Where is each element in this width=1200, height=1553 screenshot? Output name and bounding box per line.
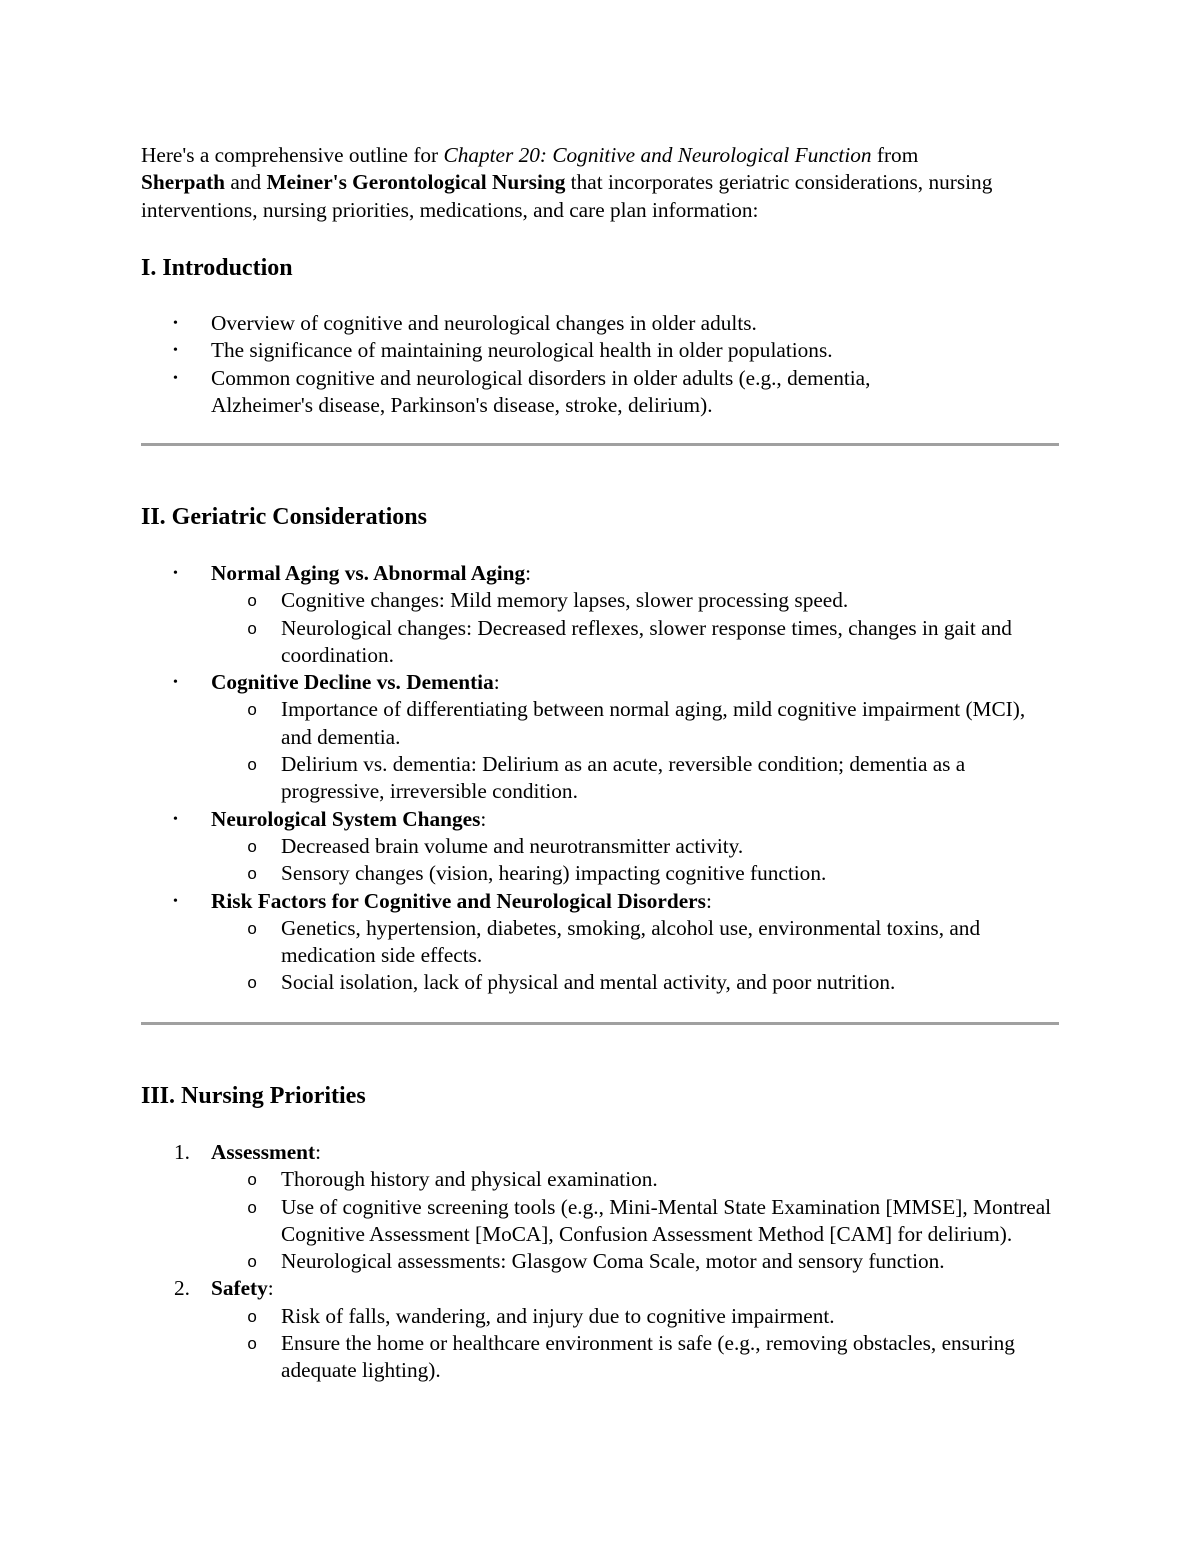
bullet-icon: •	[173, 893, 178, 909]
chapter-title: Chapter 20: Cognitive and Neurological Function	[443, 143, 872, 167]
sub-list-item	[211, 1194, 1059, 1249]
numbered-list	[141, 1139, 1059, 1385]
list-item	[141, 365, 1059, 420]
sub-bullet-icon: o	[247, 1199, 258, 1219]
list-item	[141, 669, 1059, 696]
sub-item-text: Use of cognitive screening tools (e.g., Mini-Mental State Examination [MMSE], Montreal Cognitive Assessment [MoCA], Confusion Assessment Method [CAM] for delirium).	[281, 1194, 1052, 1246]
sub-list-item	[211, 615, 1059, 670]
list-item-suffix: :	[493, 670, 500, 695]
bullet-icon: •	[173, 343, 178, 359]
sub-list-item	[211, 587, 1059, 614]
source-meiners: Meiner's Gerontological Nursing	[266, 170, 566, 195]
list-item-text: Overview of cognitive and neurological changes in older adults.	[211, 311, 757, 335]
sub-item-text: Genetics, hypertension, diabetes, smoking, alcohol use, environmental toxins, and medication side effects.	[281, 915, 981, 968]
sub-list-item	[211, 1248, 1059, 1275]
list-number: 1.	[174, 1140, 190, 1164]
sub-item-text: Decreased brain volume and neurotransmitter activity.	[281, 833, 744, 858]
horizontal-divider	[141, 1022, 1059, 1025]
intro-paragraph	[141, 142, 1059, 224]
section-heading: I. Introduction	[141, 255, 293, 281]
horizontal-divider	[141, 443, 1059, 446]
sub-item-text: Thorough history and physical examination.	[281, 1167, 658, 1192]
sub-bullet-icon: o	[247, 866, 258, 886]
sub-list-item	[211, 915, 1059, 970]
sub-item-text: Delirium vs. dementia: Delirium as an acute, reversible condition; dementia as a progressive, irreversible condition.	[281, 752, 966, 804]
list-item-text: Common cognitive and neurological disorders in older adults (e.g., dementia, Alzheimer's disease, Parkinson's disease, stroke, delirium).	[211, 365, 871, 417]
sub-item-text: Ensure the home or healthcare environment is safe (e.g., removing obstacles, ensuring adequate lighting).	[281, 1331, 1015, 1383]
sub-list-item	[211, 696, 1059, 751]
sub-bullet-icon: o	[247, 975, 258, 995]
sub-bullet-icon: o	[247, 1172, 258, 1192]
bullet-list	[141, 560, 1059, 997]
section-geriatric-considerations	[141, 502, 1059, 997]
sub-bullet-icon: o	[247, 702, 258, 722]
list-item-title: Safety	[211, 1276, 268, 1301]
list-number: 2.	[174, 1276, 190, 1301]
bullet-icon: •	[173, 316, 178, 331]
sub-bullet-icon: o	[247, 620, 258, 640]
sub-list-item	[211, 969, 1059, 996]
list-item-suffix: :	[267, 1276, 274, 1301]
sub-item-text: Cognitive changes: Mild memory lapses, slower processing speed.	[281, 588, 849, 613]
sub-list-item	[211, 751, 1059, 806]
sub-list-item	[211, 1330, 1059, 1385]
sub-item-text: Neurological assessments: Glasgow Coma Scale, motor and sensory function.	[281, 1249, 945, 1274]
list-item-suffix: :	[480, 806, 487, 831]
section-nursing-priorities	[141, 1081, 1059, 1385]
sub-bullet-icon: o	[247, 1254, 258, 1274]
sub-list-item	[211, 860, 1059, 887]
section-heading: III. Nursing Priorities	[141, 1083, 366, 1109]
sub-bullet-icon: o	[247, 1308, 258, 1328]
intro-text-part: and	[225, 170, 267, 195]
list-item-suffix: :	[525, 561, 532, 585]
sub-bullet-icon: o	[247, 920, 258, 940]
section-heading: II. Geriatric Considerations	[141, 504, 427, 530]
sub-bullet-icon: o	[247, 593, 258, 613]
sub-list-item	[211, 1166, 1059, 1193]
sub-item-text: Sensory changes (vision, hearing) impacting cognitive function.	[281, 861, 827, 886]
sub-item-text: Risk of falls, wandering, and injury due to cognitive impairment.	[281, 1303, 835, 1328]
source-sherpath: Sherpath	[141, 170, 226, 195]
list-item-suffix: :	[705, 888, 712, 913]
list-item	[141, 1139, 1059, 1166]
list-item	[141, 888, 1059, 915]
sub-item-text: Importance of differentiating between normal aging, mild cognitive impairment (MCI), and dementia.	[281, 697, 1026, 749]
list-item-suffix: :	[315, 1140, 322, 1164]
bullet-icon: •	[173, 566, 178, 581]
list-item-title: Assessment	[211, 1140, 316, 1164]
list-item	[141, 310, 1059, 337]
list-item-title: Neurological System Changes	[211, 806, 481, 831]
list-item	[141, 337, 1059, 364]
list-item-title: Cognitive Decline vs. Dementia	[211, 670, 494, 695]
list-item	[141, 806, 1059, 833]
list-item-text: The significance of maintaining neurological health in older populations.	[211, 338, 833, 363]
intro-text	[141, 142, 1059, 224]
intro-text-part: Here's a comprehensive outline for	[141, 143, 444, 167]
bullet-list	[141, 310, 1059, 419]
sub-item-text: Neurological changes: Decreased reflexes, slower response times, changes in gait and coordination.	[281, 615, 1012, 667]
bullet-icon: •	[173, 811, 178, 827]
sub-item-text: Social isolation, lack of physical and mental activity, and poor nutrition.	[281, 970, 896, 995]
list-item-title: Risk Factors for Cognitive and Neurological Disorders	[211, 888, 706, 913]
list-item	[141, 1275, 1059, 1302]
sub-bullet-icon: o	[247, 838, 258, 858]
bullet-icon: •	[173, 370, 178, 386]
sub-list-item	[211, 833, 1059, 860]
intro-text-part: that incorporates geriatric considerations, nursing interventions, nursing priorities, medications, and care plan information:	[141, 170, 993, 222]
bullet-icon: •	[173, 675, 178, 691]
section-introduction	[141, 253, 1059, 419]
list-item	[141, 560, 1059, 587]
intro-text-part: from	[871, 143, 919, 167]
sub-list-item	[211, 1303, 1059, 1330]
list-item-title: Normal Aging vs. Abnormal Aging	[211, 561, 526, 585]
sub-bullet-icon: o	[247, 1336, 258, 1356]
sub-bullet-icon: o	[247, 757, 258, 777]
